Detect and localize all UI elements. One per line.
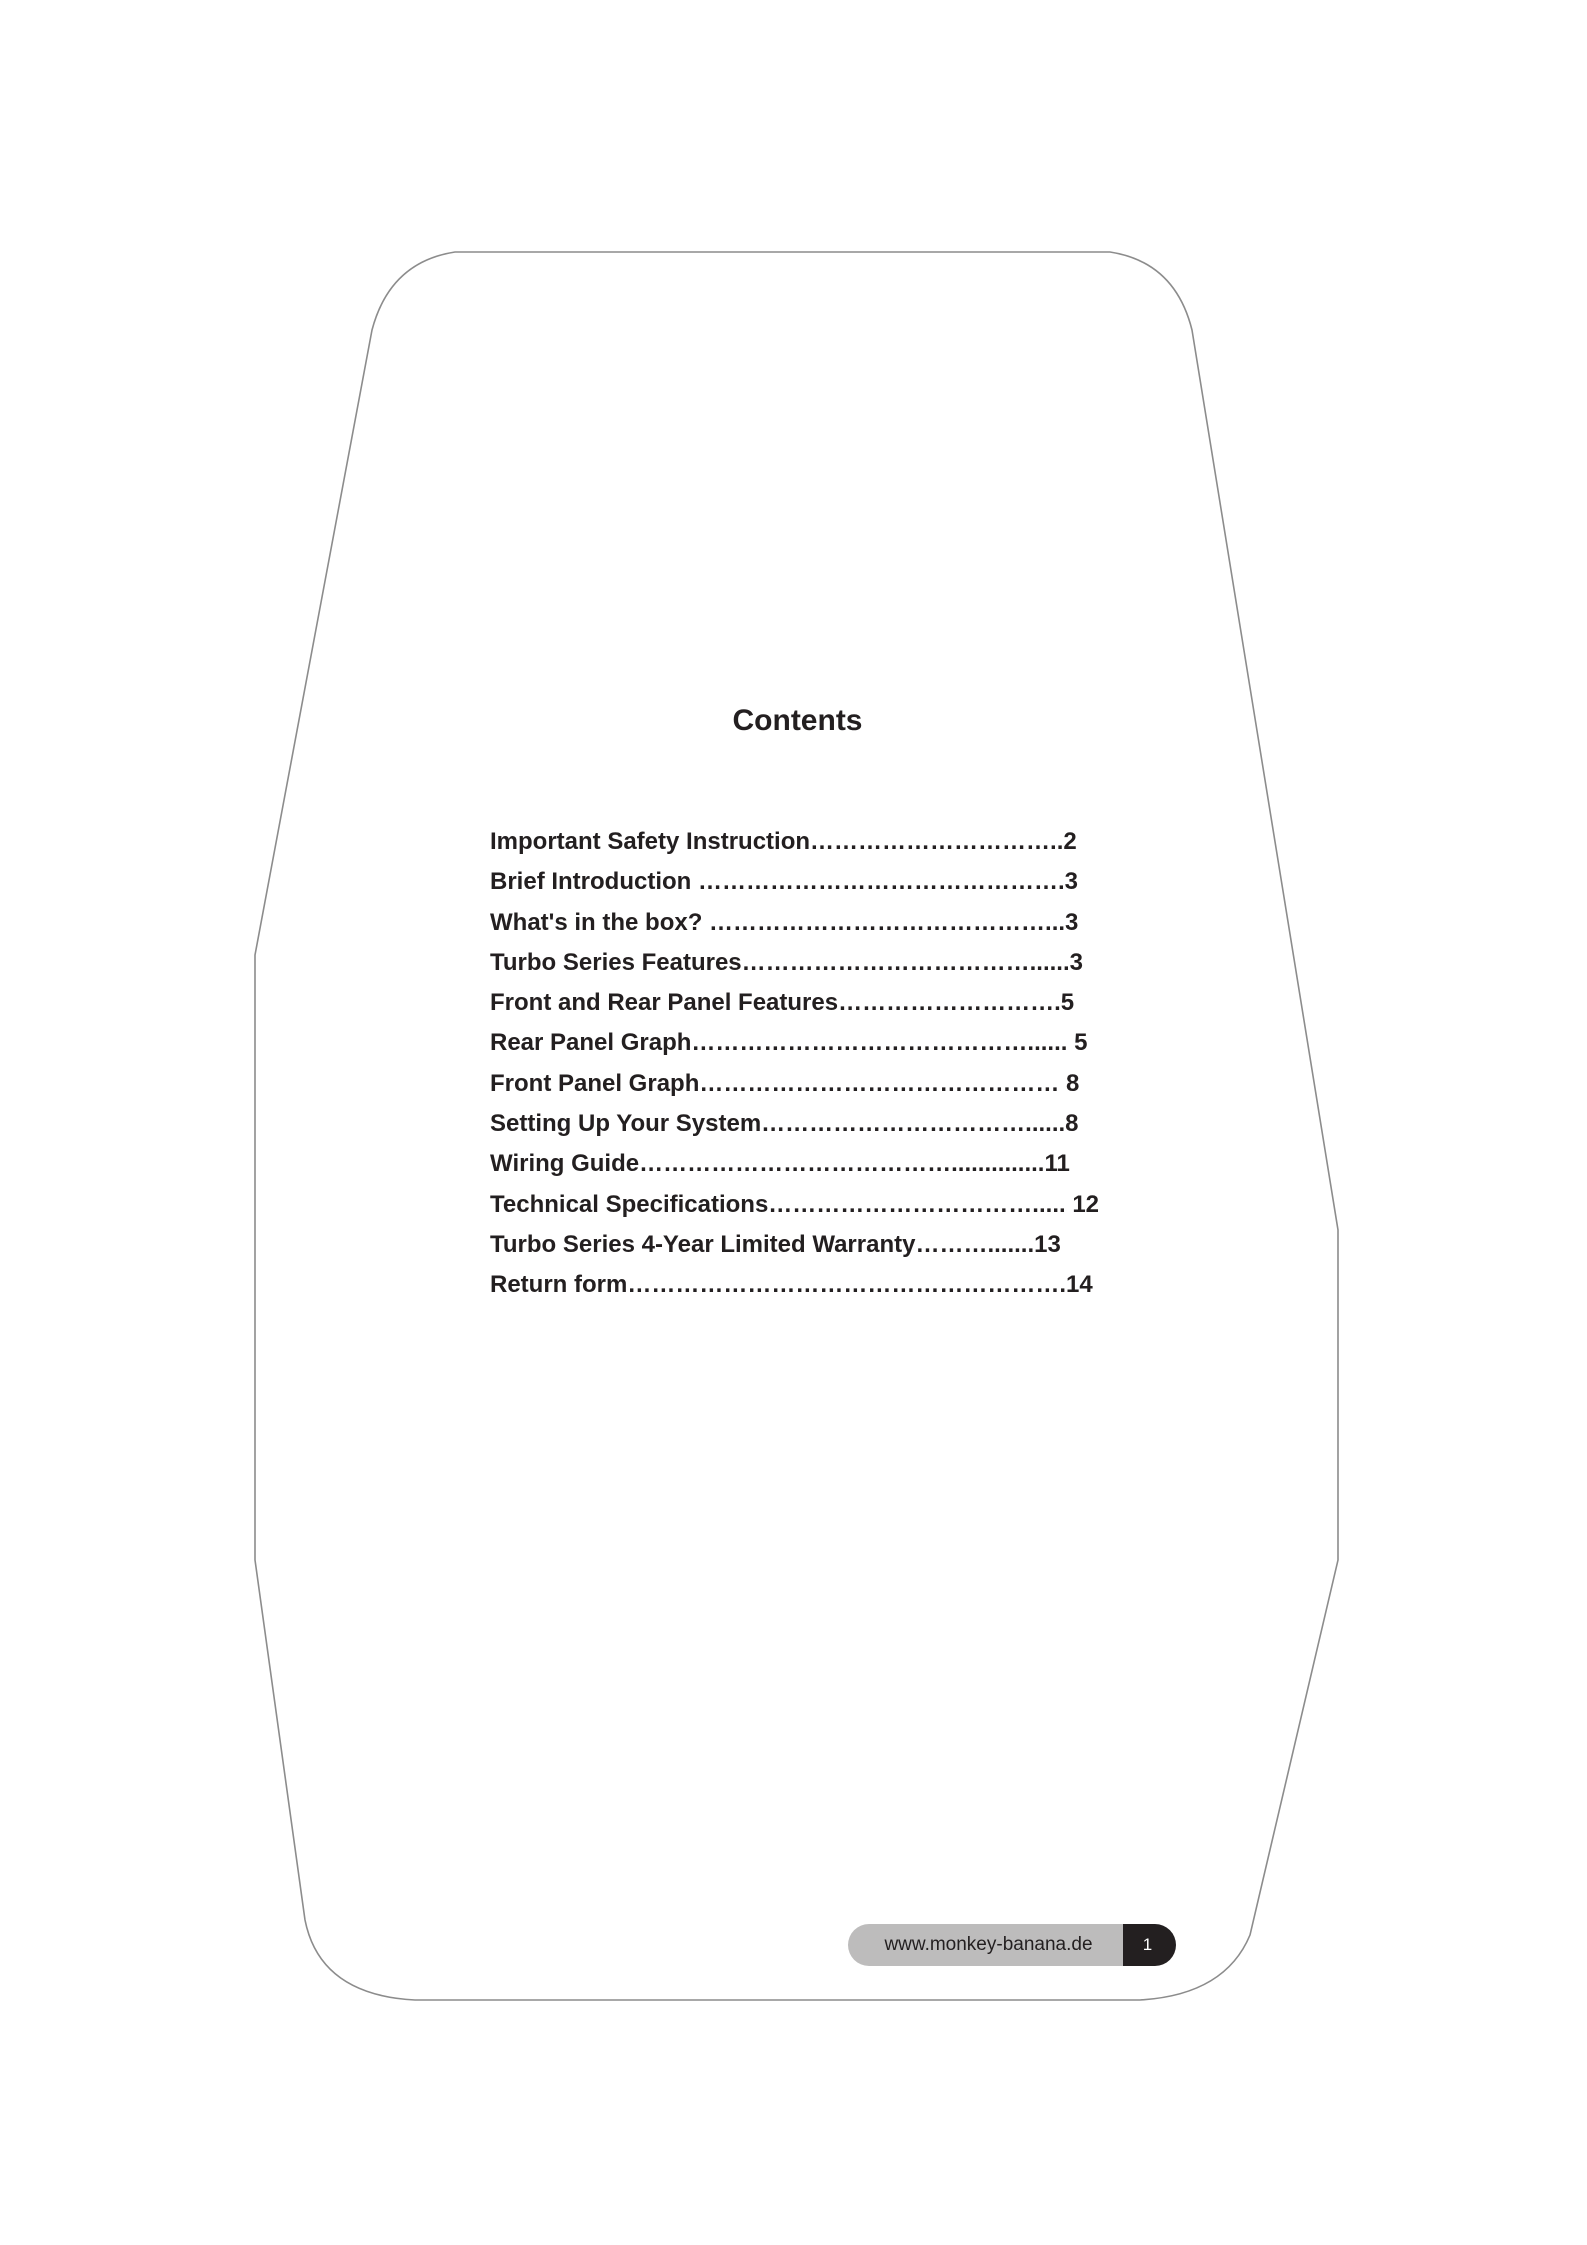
table-of-contents [490,822,1099,1306]
toc-entry-turbo-series-features: Turbo Series Features………………………………......3 [490,948,1083,976]
page-footer [848,1924,1176,1966]
page-number: 1 [1123,1924,1176,1966]
toc-entry-return-form: Return form……………………………………………….14 [490,1271,1093,1299]
toc-entry-wiring-guide: Wiring Guide…………………………………..............11 [490,1150,1070,1178]
toc-entry-brief-introduction: Brief Introduction ……………………………………….3 [490,868,1078,896]
toc-entry-setting-up-your-system: Setting Up Your System……………………………......8 [490,1110,1079,1138]
website-url: www.monkey-banana.de [848,1924,1123,1966]
toc-entry-front-panel-graph: Front Panel Graph……………………………………… 8 [490,1069,1080,1097]
toc-entry-important-safety-instruction: Important Safety Instruction…………………………..2 [490,828,1077,855]
toc-entry-front-and-rear-panel-features: Front and Rear Panel Features……………………….5 [490,989,1075,1017]
toc-entry-technical-specifications: Technical Specifications……………………………..... 12 [490,1190,1100,1218]
contents-title: Contents [732,704,863,737]
toc-entry-whats-in-the-box: What's in the box? ……………………………………...3 [490,908,1079,936]
toc-entry-rear-panel-graph: Rear Panel Graph……………………………………...... 5 [490,1029,1088,1057]
toc-entry-warranty: Turbo Series 4-Year Limited Warranty……….......13 [490,1230,1061,1258]
